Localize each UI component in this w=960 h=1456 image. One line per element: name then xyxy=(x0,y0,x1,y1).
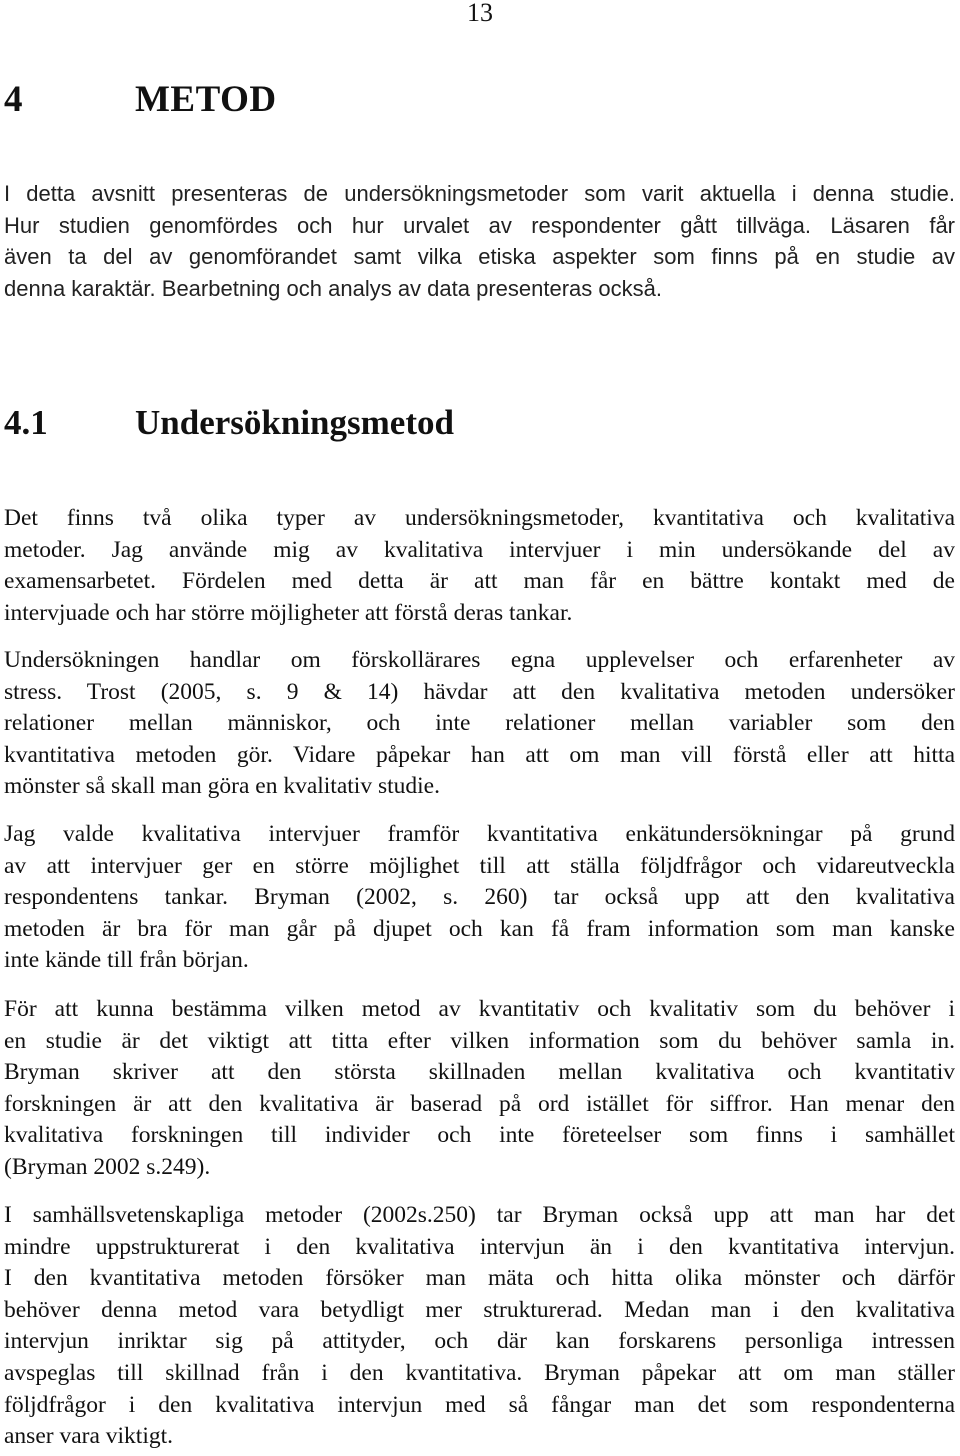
section-title: Undersökningsmetod xyxy=(135,403,454,442)
text-line: (Bryman 2002 s.249). xyxy=(4,1153,211,1180)
text-line: relationer mellan människor, och inte relationer mellan variabler som den xyxy=(4,710,955,737)
text-line: Jag valde kvalitativa intervjuer framför kvantitativa enkätundersökningar på grund xyxy=(4,821,955,847)
text-line: anser vara viktigt. xyxy=(4,1423,174,1450)
body-paragraph xyxy=(4,503,955,629)
section-heading xyxy=(4,401,454,445)
body-paragraph xyxy=(4,645,955,803)
intro-paragraph xyxy=(4,178,955,304)
text-line: en studie är det viktigt att titta efter vilken information som du behöver samla in. xyxy=(4,1027,955,1054)
text-line: kvantitativa metoden gör. Vidare påpekar han att om man vill förstå eller att hitta xyxy=(4,741,955,768)
chapter-heading xyxy=(4,78,277,122)
text-line: intervjun inriktar sig på attityder, och där kan forskarens personliga intressen xyxy=(4,1328,955,1355)
text-line: Hur studien genomfördes och hur urvalet av respondenter gått tillväga. Läsaren får xyxy=(4,212,955,238)
text-line: följdfrågor i den kvalitativa intervjun med så fångar man det som respondenterna xyxy=(4,1391,955,1418)
chapter-number: 4 xyxy=(4,79,23,120)
body-paragraph xyxy=(4,819,955,977)
text-line: intervjuade och har större möjligheter att förstå deras tankar. xyxy=(4,599,573,626)
text-line: inte kände till från början. xyxy=(4,947,249,974)
chapter-title: METOD xyxy=(135,79,277,120)
text-line: stress. Trost (2005, s. 9 & 14) hävdar att den kvalitativa metoden undersöker xyxy=(4,678,955,705)
text-line: mindre uppstrukturerat i den kvalitativa intervjun än i den kvantitativa intervjun. xyxy=(4,1233,955,1260)
text-line: metoder. Jag använde mig av kvalitativa intervjuer i min undersökande del av xyxy=(4,536,955,563)
text-line: I den kvantitativa metoden försöker man mäta och hitta olika mönster och därför xyxy=(4,1265,955,1292)
text-line: I samhällsvetenskapliga metoder (2002s.250) tar Bryman också upp att man har det xyxy=(4,1202,955,1228)
text-line: I detta avsnitt presenteras de undersökningsmetoder som varit aktuella i denna studie. xyxy=(4,181,955,206)
body-paragraph xyxy=(4,994,955,1184)
text-line: forskningen är att den kvalitativa är baserad på ord istället för siffror. Han menar den xyxy=(4,1090,955,1117)
text-line: behöver denna metod vara betydligt mer strukturerad. Medan man i den kvalitativa xyxy=(4,1296,955,1323)
text-line: mönster så skall man göra en kvalitativ studie. xyxy=(4,773,440,800)
section-number: 4.1 xyxy=(4,403,48,442)
text-line: För att kunna bestämma vilken metod av kvantitativ och kvalitativ som du behöver i xyxy=(4,996,955,1022)
text-line: metoden är bra för man går på djupet och kan få fram information som man kanske xyxy=(4,915,955,942)
text-line: kvalitativa forskningen till individer och inte företeelser som finns i samhället xyxy=(4,1122,955,1149)
text-line: Undersökningen handlar om förskollärares egna upplevelser och erfarenheter av xyxy=(4,647,955,673)
text-line: respondentens tankar. Bryman (2002, s. 260) tar också upp att den kvalitativa xyxy=(4,884,955,911)
text-line: examensarbetet. Fördelen med detta är att man får en bättre kontakt med de xyxy=(4,568,955,595)
body-paragraph xyxy=(4,1200,955,1453)
text-line: av att intervjuer ger en större möjlighet till att ställa följdfrågor och vidareutveckla xyxy=(4,852,955,879)
page-number: 13 xyxy=(467,0,493,27)
text-line: även ta del av genomförandet samt vilka etiska aspekter som finns på en studie av xyxy=(4,244,955,270)
text-line: Bryman skriver att den största skillnaden mellan kvalitativa och kvantitativ xyxy=(4,1059,955,1086)
text-line: denna karaktär. Bearbetning och analys av data presenteras också. xyxy=(4,275,662,301)
text-line: Det finns två olika typer av undersökningsmetoder, kvantitativa och kvalitativa xyxy=(4,505,955,531)
text-line: avspeglas till skillnad från i den kvantitativa. Bryman påpekar att om man ställer xyxy=(4,1359,955,1386)
